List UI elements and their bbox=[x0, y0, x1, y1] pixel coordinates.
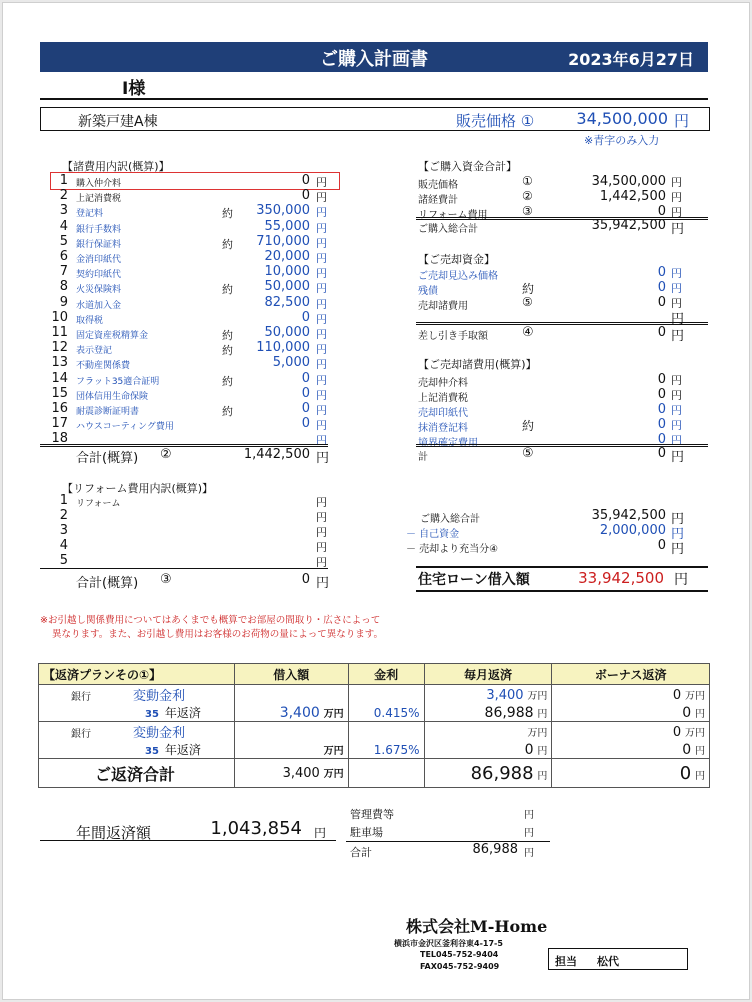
cost-row-amount: 5,000 bbox=[272, 355, 310, 371]
cost-row-amount: 0 bbox=[301, 188, 310, 204]
loan-unit: 円 bbox=[674, 572, 688, 588]
note-line-2: 異なります。また、お引越し費用はお客様のお荷物の量によって異なります。 bbox=[52, 629, 383, 640]
loan-1-bonus: 0 bbox=[682, 704, 692, 721]
funds-total-unit: 円 bbox=[671, 222, 685, 237]
funds-row-mark: ① bbox=[522, 174, 533, 188]
costs-total-label: 合計(概算) bbox=[76, 451, 139, 466]
cost-row-unit: 円 bbox=[316, 236, 327, 250]
plan-loan-1-row-2 bbox=[39, 704, 710, 722]
sale_costs-row-unit: 円 bbox=[671, 404, 682, 417]
price-unit: 円 bbox=[674, 112, 690, 130]
reform-row-no: 1 bbox=[59, 493, 68, 508]
sale-diff-value: 0 bbox=[657, 325, 666, 340]
extras-line bbox=[346, 841, 550, 842]
cost-row-approx: 約 bbox=[222, 237, 233, 251]
cost-row-no: 7 bbox=[59, 264, 68, 280]
sale_costs-row-amount: 0 bbox=[657, 387, 666, 402]
loan-2-monthly: 0 bbox=[524, 741, 534, 758]
input-note: ※青字のみ入力 bbox=[584, 134, 660, 147]
cost-row-amount: 0 bbox=[301, 173, 310, 188]
costs-total-value: 1,442,500 bbox=[243, 447, 310, 462]
loan-2-bonus-unit: 円 bbox=[695, 745, 705, 757]
sale_costs-row-amount: 0 bbox=[657, 432, 666, 447]
extra-label-3: 合計 bbox=[350, 846, 372, 859]
plan-header-3: 金利 bbox=[348, 664, 424, 685]
cost-row-amount: 110,000 bbox=[256, 340, 310, 356]
sale_costs-row-amount: 0 bbox=[657, 372, 666, 387]
customer-name: I様 bbox=[122, 79, 146, 99]
cost-row-unit: 円 bbox=[316, 191, 327, 205]
reform-row-no: 3 bbox=[59, 523, 68, 538]
loan-calc-value-2: 2,000,000 bbox=[599, 523, 666, 538]
loan-2-rate: 1.675% bbox=[373, 742, 420, 757]
cost-row-no: 11 bbox=[51, 325, 68, 340]
cost-row-unit: 円 bbox=[316, 206, 327, 220]
loan-calc-label-1: ご購入総合計 bbox=[420, 514, 480, 525]
reform-row-unit: 円 bbox=[316, 496, 327, 509]
cost-row-unit: 円 bbox=[316, 282, 327, 296]
sale-row-amount: 0 bbox=[657, 280, 666, 295]
funds-row-mark: ② bbox=[522, 189, 533, 203]
staff-name: 松代 bbox=[597, 955, 619, 968]
funds-row-label: 諸経費計 bbox=[418, 195, 458, 206]
funds-row-unit: 円 bbox=[671, 191, 682, 204]
reform-total-mark: ③ bbox=[160, 572, 172, 587]
reform-total-label: 合計(概算) bbox=[76, 576, 139, 591]
sale-row-amount: 0 bbox=[657, 265, 666, 280]
divider bbox=[40, 98, 708, 100]
page-title: ご購入計画書 bbox=[320, 49, 428, 70]
sale-costs-title: 【ご売却諸費用(概算)】 bbox=[418, 358, 537, 371]
cost-row-amount: 55,000 bbox=[264, 218, 310, 234]
extra-unit-1: 円 bbox=[524, 810, 534, 821]
reform-total-unit: 円 bbox=[316, 576, 330, 591]
cost-row-unit: 円 bbox=[316, 297, 327, 311]
annual-label: 年間返済額 bbox=[76, 824, 152, 842]
company-address: 横浜市金沢区釜利谷東4-17-5 bbox=[394, 939, 503, 948]
cost-row-label: 購入仲介料 bbox=[76, 179, 122, 189]
costs-total-mark: ② bbox=[160, 447, 172, 462]
cost-row-approx: 約 bbox=[222, 207, 233, 221]
sale-costs-total-mark: ⑤ bbox=[522, 446, 534, 461]
loan-2-bonus-top: 0 bbox=[672, 724, 682, 740]
plan-total-monthly-unit: 円 bbox=[537, 770, 548, 782]
sale_costs-row-mark: 約 bbox=[522, 419, 535, 433]
sale-row-label: 売却諸費用 bbox=[418, 301, 468, 312]
cost-row-no: 6 bbox=[59, 249, 68, 264]
cost-row-label: 表示登記 bbox=[76, 346, 113, 357]
funds-row-mark: ③ bbox=[522, 204, 533, 218]
cost-row-label: フラット35適合証明 bbox=[76, 376, 160, 387]
loan-1-bonus-unit: 円 bbox=[695, 708, 705, 720]
sale-row-unit: 円 bbox=[671, 297, 682, 310]
loan-1-bonus-top-unit: 万円 bbox=[685, 690, 705, 702]
cost-row-amount: 50,000 bbox=[264, 325, 310, 340]
plan-total-amount-unit: 万円 bbox=[323, 769, 344, 780]
reform-row-no: 5 bbox=[59, 553, 68, 568]
sale_costs-row-label: 売却仲介料 bbox=[418, 378, 468, 389]
loan-2-bonus: 0 bbox=[682, 741, 692, 758]
loan-1-type: 変動金利 bbox=[133, 689, 186, 704]
loan-calc-label-3: － 売却より充当分④ bbox=[406, 544, 499, 555]
reform-row-unit: 円 bbox=[316, 511, 327, 524]
sale-row-label: 残債 bbox=[418, 286, 438, 297]
funds-row-label: リフォーム費用 bbox=[418, 210, 488, 221]
cost-row-no: 4 bbox=[59, 218, 68, 234]
cost-row-label: ハウスコーティング費用 bbox=[76, 422, 174, 433]
cost-row-label: 水道加入金 bbox=[76, 300, 122, 311]
plan-loan-2-row-1 bbox=[39, 722, 710, 742]
cost-row-approx: 約 bbox=[222, 374, 233, 388]
cost-row-unit: 円 bbox=[316, 252, 327, 265]
funds-row-unit: 円 bbox=[671, 176, 682, 189]
plan-total-amount: 3,400 bbox=[282, 766, 320, 781]
property-name: 新築戸建A棟 bbox=[78, 114, 158, 130]
plan-header-5: ボーナス返済 bbox=[552, 664, 710, 685]
cost-row-amount: 0 bbox=[301, 370, 310, 386]
loan-1-bank: 銀行 bbox=[71, 692, 91, 703]
extra-unit-2: 円 bbox=[524, 828, 534, 839]
cost-row-amount: 0 bbox=[301, 416, 310, 432]
loan-1-monthly: 86,988 bbox=[484, 704, 534, 721]
loan-label: 住宅ローン借入額 bbox=[418, 572, 530, 588]
cost-row-unit: 円 bbox=[316, 328, 327, 341]
sale-row-label: ご売却見込み価格 bbox=[418, 271, 498, 282]
company-name: 株式会社M-Home bbox=[406, 917, 548, 936]
plan-total-bonus: 0 bbox=[679, 762, 692, 784]
sale_costs-row-label: 境界確定費用 bbox=[418, 438, 478, 449]
plan-header-4: 毎月返済 bbox=[424, 664, 552, 685]
reform-row-unit: 円 bbox=[316, 556, 327, 569]
plan-total-monthly: 86,988 bbox=[470, 762, 534, 784]
funds-row-amount: 1,442,500 bbox=[599, 189, 666, 204]
cost-row-approx: 約 bbox=[222, 283, 233, 297]
annual-unit: 円 bbox=[314, 826, 327, 840]
reform-total-line bbox=[40, 568, 328, 569]
cost-row-label: 契約印紙代 bbox=[76, 270, 122, 281]
reform-row-no: 2 bbox=[59, 508, 68, 523]
cost-row-approx: 約 bbox=[222, 344, 233, 358]
cost-row-amount: 10,000 bbox=[264, 264, 310, 280]
cost-row-no: 8 bbox=[59, 279, 68, 295]
cost-row-amount: 20,000 bbox=[264, 249, 310, 264]
funds-total-label: ご購入総合計 bbox=[418, 224, 478, 235]
loan-1-monthly-top: 3,400 bbox=[486, 687, 524, 703]
cost-row-unit: 円 bbox=[316, 373, 327, 387]
funds-total-value: 35,942,500 bbox=[591, 218, 666, 233]
loan-2-monthly-top-unit: 万円 bbox=[527, 728, 548, 739]
sale_costs-row-unit: 円 bbox=[671, 434, 682, 447]
loan-1-rate: 0.415% bbox=[373, 705, 420, 720]
loan-calc-unit-1: 円 bbox=[671, 512, 685, 527]
reform-row-label: リフォーム bbox=[76, 499, 121, 509]
reform-title: 【リフォーム費用内訳(概算)】 bbox=[62, 482, 214, 495]
title-bar bbox=[40, 42, 708, 72]
cost-row-no: 17 bbox=[51, 416, 68, 432]
cost-row-no: 2 bbox=[59, 188, 68, 204]
loan-calc-value-1: 35,942,500 bbox=[591, 508, 666, 523]
plan-total-row bbox=[39, 759, 710, 788]
cost-row-no: 10 bbox=[51, 309, 68, 325]
cost-row-label: 団体信用生命保険 bbox=[76, 391, 149, 402]
document-date: 2023年6月27日 bbox=[568, 50, 694, 69]
cost-row-unit: 円 bbox=[316, 221, 327, 235]
sale-costs-total-label: 計 bbox=[418, 452, 428, 463]
loan-calc-unit-2: 円 bbox=[671, 527, 685, 542]
cost-row-unit: 円 bbox=[316, 404, 327, 417]
reform-row-unit: 円 bbox=[316, 526, 327, 539]
staff-box bbox=[548, 948, 688, 970]
sale-title: 【ご売却資金】 bbox=[418, 253, 495, 266]
costs-title: 【諸費用内訳(概算)】 bbox=[62, 160, 170, 173]
extra-value-3: 86,988 bbox=[472, 842, 518, 857]
loan-2-bank: 銀行 bbox=[71, 729, 91, 740]
loan-1-monthly-unit: 円 bbox=[537, 708, 548, 720]
extra-unit-3: 円 bbox=[524, 848, 534, 859]
loan-line-bottom bbox=[416, 590, 708, 592]
cost-row-unit: 円 bbox=[316, 388, 327, 402]
sale_costs-row-label: 売却印紙代 bbox=[418, 408, 468, 419]
cost-row-approx: 約 bbox=[222, 405, 233, 418]
loan-2-monthly-unit: 円 bbox=[537, 745, 548, 757]
loan-calc-label-2: － 自己資金 bbox=[406, 529, 460, 540]
reform-row-unit: 円 bbox=[316, 541, 327, 554]
cost-row-amount: 710,000 bbox=[256, 233, 310, 249]
loan-1-years-label: 年返済 bbox=[164, 706, 201, 720]
loan-calc-unit-3: 円 bbox=[671, 542, 685, 557]
repayment-plan-table bbox=[38, 663, 710, 788]
cost-row-label: 取得税 bbox=[76, 315, 104, 326]
extra-label-2: 駐車場 bbox=[350, 826, 383, 839]
loan-1-monthly-top-unit: 万円 bbox=[527, 690, 548, 702]
cost-row-label: 銀行保証料 bbox=[76, 239, 122, 250]
loan-2-type: 変動金利 bbox=[133, 726, 186, 741]
cost-row-label: 耐震診断証明書 bbox=[76, 407, 140, 417]
cost-row-amount: 0 bbox=[301, 401, 310, 416]
sale-extra-unit: 円 bbox=[671, 312, 685, 327]
cost-row-no: 14 bbox=[51, 370, 68, 386]
cost-row-amount: 350,000 bbox=[256, 203, 310, 219]
sale_costs-row-amount: 0 bbox=[657, 417, 666, 432]
loan-2-years: 35 bbox=[145, 746, 159, 757]
funds-row-unit: 円 bbox=[671, 206, 682, 219]
cost-row-unit: 円 bbox=[316, 312, 327, 326]
cost-row-unit: 円 bbox=[316, 358, 327, 372]
plan-loan-1-row-1 bbox=[39, 685, 710, 705]
cost-row-label: 上記消費税 bbox=[76, 194, 122, 205]
sale_costs-row-label: 上記消費税 bbox=[418, 393, 468, 404]
funds-row-label: 販売価格 bbox=[418, 180, 458, 191]
loan-2-bonus-top-unit: 万円 bbox=[685, 727, 705, 739]
costs-total-unit: 円 bbox=[316, 451, 330, 466]
company-fax: FAX045-752-9409 bbox=[420, 962, 500, 971]
sale-row-mark: 約 bbox=[522, 282, 535, 296]
funds-row-amount: 0 bbox=[657, 204, 666, 219]
annual-value: 1,043,854 bbox=[210, 818, 302, 839]
loan-amount: 33,942,500 bbox=[578, 569, 664, 587]
sale_costs-row-label: 抹消登記料 bbox=[418, 423, 468, 434]
sale_costs-row-unit: 円 bbox=[671, 374, 682, 387]
sale-diff-label: 差し引き手取額 bbox=[418, 331, 488, 342]
funds-title: 【ご購入資金合計】 bbox=[418, 160, 517, 173]
sale-diff-mark: ④ bbox=[522, 325, 534, 340]
reform-row-no: 4 bbox=[59, 538, 68, 553]
sale-diff-unit: 円 bbox=[671, 329, 685, 344]
cost-row-no: 1 bbox=[59, 173, 68, 188]
plan-header-2: 借入額 bbox=[234, 664, 348, 685]
cost-row-no: 12 bbox=[51, 340, 68, 356]
note-line-1: ※お引越し関係費用についてはあくまでも概算でお部屋の間取り・広さによって bbox=[40, 615, 381, 626]
extra-label-1: 管理費等 bbox=[350, 808, 394, 821]
reform-total-value: 0 bbox=[301, 572, 310, 587]
cost-row-label: 登記料 bbox=[76, 209, 104, 220]
cost-row-approx: 約 bbox=[222, 329, 233, 342]
cost-row-unit: 円 bbox=[316, 176, 327, 189]
cost-row-no: 16 bbox=[51, 401, 68, 416]
funds-row-amount: 34,500,000 bbox=[591, 174, 666, 189]
cost-row-unit: 円 bbox=[316, 267, 327, 281]
price-value: 34,500,000 bbox=[576, 109, 668, 128]
plan-loan-2-row-2 bbox=[39, 741, 710, 759]
cost-row-label: 銀行手数料 bbox=[76, 224, 122, 235]
sale_costs-row-unit: 円 bbox=[671, 389, 682, 402]
cost-row-label: 固定資産税精算金 bbox=[76, 331, 149, 341]
cost-row-amount: 0 bbox=[301, 309, 310, 325]
sale-row-mark: ⑤ bbox=[522, 295, 533, 309]
sale_costs-row-unit: 円 bbox=[671, 419, 682, 432]
sale-row-unit: 円 bbox=[671, 282, 682, 295]
cost-row-label: 不動産関係費 bbox=[76, 361, 131, 372]
loan-2-amount-unit: 万円 bbox=[323, 746, 344, 757]
cost-row-amount: 82,500 bbox=[264, 294, 310, 310]
loan-1-years: 35 bbox=[145, 709, 159, 720]
cost-row-no: 5 bbox=[59, 233, 68, 249]
plan-total-bonus-unit: 円 bbox=[695, 770, 705, 782]
cost-row-no: 3 bbox=[59, 203, 68, 219]
loan-1-amount: 3,400 bbox=[279, 704, 320, 721]
cost-row-no: 18 bbox=[51, 431, 68, 447]
loan-1-bonus-top: 0 bbox=[672, 687, 682, 703]
cost-row-label: 火災保険料 bbox=[76, 285, 122, 296]
staff-label: 担当 bbox=[555, 955, 577, 968]
loan-1-amount-unit: 万円 bbox=[323, 708, 344, 720]
cost-row-unit: 円 bbox=[316, 434, 327, 448]
loan-calc-value-3: 0 bbox=[657, 538, 666, 553]
cost-row-no: 9 bbox=[59, 294, 68, 310]
sale_costs-row-amount: 0 bbox=[657, 402, 666, 417]
cost-row-amount: 50,000 bbox=[264, 279, 310, 295]
plan-total-label: ご返済合計 bbox=[95, 764, 176, 784]
annual-line bbox=[40, 840, 336, 841]
cost-row-unit: 円 bbox=[316, 419, 327, 433]
sale-costs-total-value: 0 bbox=[657, 446, 666, 461]
cost-row-no: 15 bbox=[51, 385, 68, 401]
cost-row-no: 13 bbox=[51, 355, 68, 371]
sale-costs-total-unit: 円 bbox=[671, 450, 685, 465]
cost-row-label: 金消印紙代 bbox=[76, 255, 122, 265]
company-tel: TEL045-752-9404 bbox=[420, 950, 499, 959]
cost-row-amount: 0 bbox=[301, 385, 310, 401]
plan-header-1: 【返済プランその①】 bbox=[39, 664, 235, 685]
cost-row-unit: 円 bbox=[316, 343, 327, 357]
price-label: 販売価格 ① bbox=[456, 112, 535, 130]
sale-row-unit: 円 bbox=[671, 267, 682, 280]
loan-line bbox=[416, 566, 708, 568]
sale-row-amount: 0 bbox=[657, 295, 666, 310]
loan-2-years-label: 年返済 bbox=[164, 743, 201, 757]
